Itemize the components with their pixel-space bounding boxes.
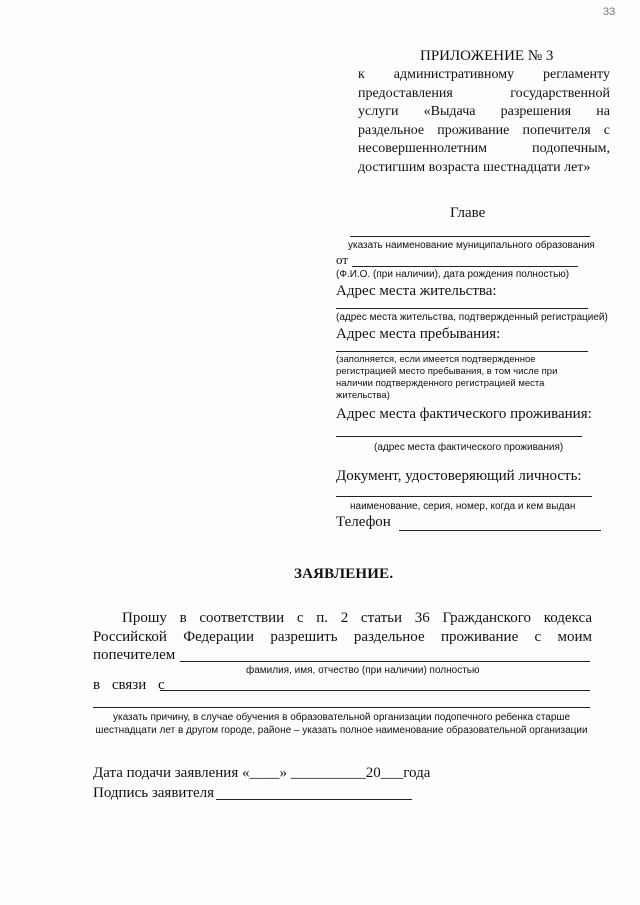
phone-label: Телефон	[336, 514, 391, 530]
appendix-line: достигшим возраста шестнадцати лет»	[358, 159, 591, 175]
appendix-line: раздельное проживание попечителя с	[358, 122, 610, 138]
addressee-label: Главе	[450, 205, 486, 221]
from-label: от	[336, 252, 349, 267]
reason-hint	[93, 711, 590, 737]
appendix-title: ПРИЛОЖЕНИЕ № 3	[420, 48, 554, 64]
appendix-line: к административному регламенту	[358, 67, 610, 82]
guardian-hint: фамилия, имя, отчество (при наличии) полностью	[246, 665, 480, 676]
guardian-label: попечителем	[93, 647, 176, 663]
appendix-line: несовершеннолетним подопечным,	[358, 141, 610, 156]
reason-label: в связи с	[93, 677, 165, 693]
appendix-block	[358, 48, 610, 177]
stay-field[interactable]	[336, 351, 588, 352]
statement-line-1: Прошу в соответствии с п. 2 статьи 36 Гражданского кодекса	[122, 610, 592, 626]
actual-address-hint: (адрес места фактического проживания)	[374, 442, 564, 453]
residence-field[interactable]	[336, 308, 588, 309]
stay-hint	[336, 354, 557, 402]
actual-address-label: Адрес места фактического проживания:	[336, 406, 592, 422]
reason-field-1[interactable]	[160, 690, 590, 691]
from-field[interactable]	[352, 266, 578, 267]
id-document-label: Документ, удостоверяющий личность:	[336, 468, 582, 484]
stay-hint-line: наличии подтвержденного регистрацией места	[336, 378, 545, 389]
signature-label: Подпись заявителя	[93, 785, 215, 801]
stay-hint-line: (заполняется, если имеется подтвержденное	[336, 354, 536, 365]
appendix-line: услуги «Выдача разрешения на	[358, 104, 610, 119]
residence-hint: (адрес места жительства, подтвержденный регистрацией)	[336, 312, 608, 323]
phone-field[interactable]	[399, 530, 601, 531]
municipality-field[interactable]	[350, 236, 590, 237]
actual-address-field[interactable]	[336, 436, 582, 437]
submission-date: Дата подачи заявления «____» __________20___года	[93, 765, 431, 781]
appendix-line: предоставления государственной	[358, 85, 610, 101]
residence-label: Адрес места жительства:	[336, 283, 497, 299]
reason-field-2[interactable]	[93, 707, 590, 708]
id-document-field[interactable]	[336, 496, 592, 497]
stay-hint-line: жительства)	[336, 390, 390, 401]
fio-hint: (Ф.И.О. (при наличии), дата рождения полностью)	[336, 269, 570, 280]
statement-line-2: Российской Федерации разрешить раздельное проживание с моим	[93, 629, 592, 645]
id-document-hint: наименование, серия, номер, когда и кем выдан	[350, 501, 576, 512]
statement-title: ЗАЯВЛЕНИЕ.	[294, 566, 394, 582]
guardian-field[interactable]	[180, 661, 590, 662]
stay-hint-line: регистрацией место пребывания, в том числе при	[336, 366, 558, 377]
reason-hint-line: шестнадцати лет в другом городе, районе – указать полное наименование образовательной организации	[95, 725, 588, 736]
page-number: 33	[603, 6, 616, 18]
reason-hint-line: указать причину, в случае обучения в образовательной организации подопечного ребенка старше	[112, 712, 571, 723]
municipality-hint: указать наименование муниципального образования	[348, 240, 595, 251]
stay-label: Адрес места пребывания:	[336, 326, 501, 342]
signature-field[interactable]	[216, 799, 412, 800]
